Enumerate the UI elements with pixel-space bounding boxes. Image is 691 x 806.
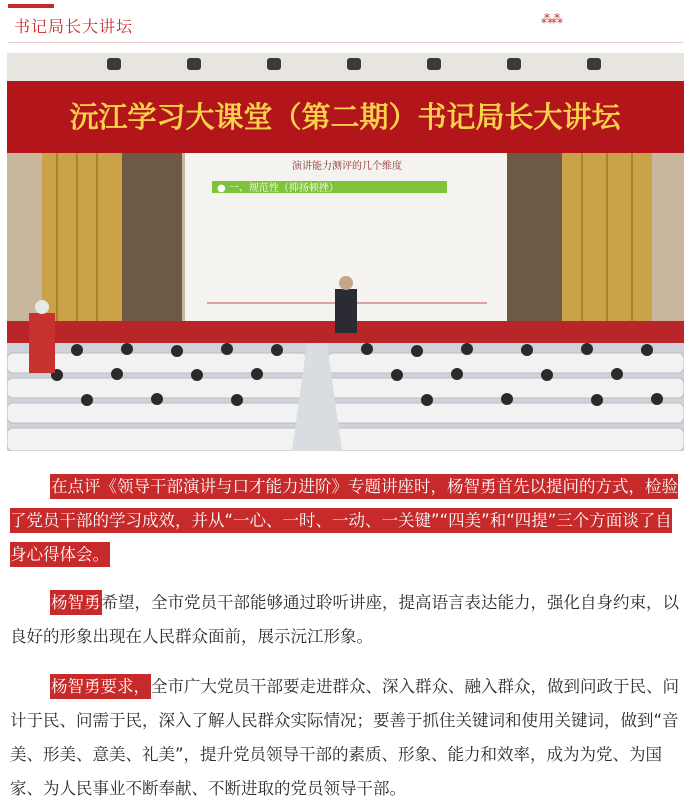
paragraph-2-text: 希望，全市党员干部能够通过聆听讲座，提高语言表达能力，强化自身约束，以良好的形象出现在人民群众面前，展示沅江形象。	[10, 593, 679, 646]
highlighted-text: 在点评《领导干部演讲与口才能力进阶》专题讲座时，杨智勇首先以提问的方式，检验了党员干部的学习成效，并从“一心、一时、一动、一关键”“四美”和“四提”三个方面谈了自身心得体会。	[10, 474, 678, 567]
lecture-photo	[7, 53, 684, 451]
stage-banner: 沅江学习大课堂（第二期）书记局长大讲坛	[69, 100, 621, 134]
section-title: 书记局长大讲坛	[14, 17, 134, 36]
highlighted-name: 杨智勇要求，	[50, 674, 151, 699]
ornament-icon: ⁂⁂	[541, 12, 561, 26]
paragraph-2	[10, 586, 682, 654]
slide-item: ● 一、规范性（抑扬顿挫）	[217, 183, 339, 194]
paragraph-3-text: 全市广大党员干部要走进群众、深入群众、融入群众，做到问政于民、问计于民、问需于民，深入了解人民群众实际情况；要善于抓住关键词和使用关键词，做到“音美、形美、意美、礼美”，提升党员领导干部的素质、形象、能力和效率，成为为党、为国家、为人民事业不断奉献、不断进取的党员领导干部。	[10, 677, 679, 798]
slide-title: 演讲能力测评的几个维度	[292, 161, 402, 172]
highlighted-name: 杨智勇	[50, 590, 102, 615]
section-header	[0, 0, 691, 48]
paragraph-3	[10, 670, 682, 806]
paragraph-1	[10, 470, 682, 572]
